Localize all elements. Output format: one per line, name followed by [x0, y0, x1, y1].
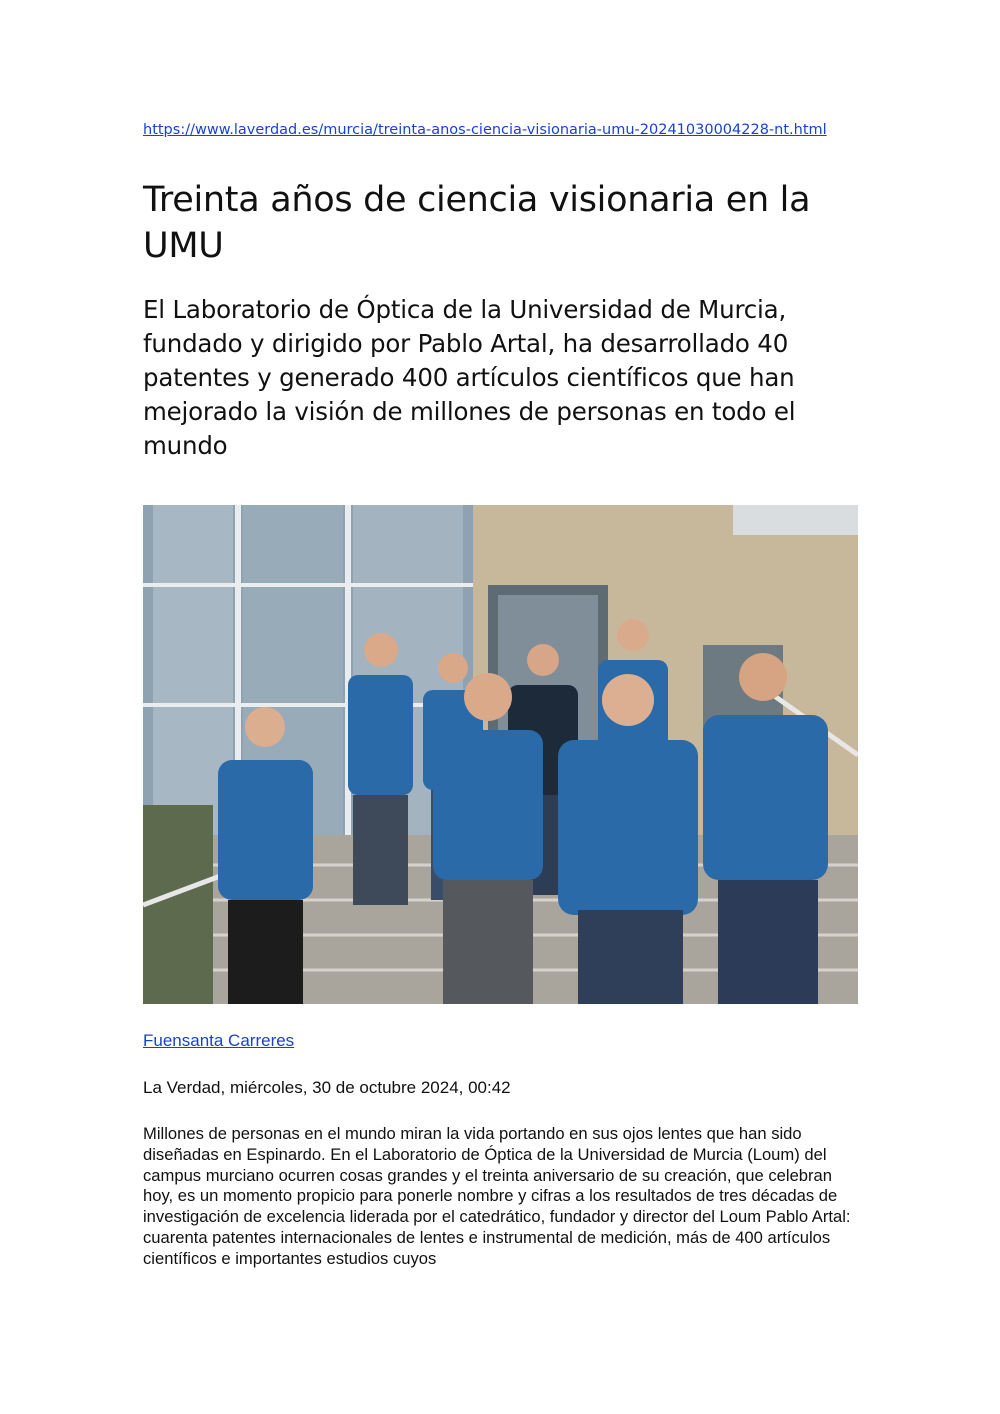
source-url-link[interactable]: https://www.laverdad.es/murcia/treinta-anos-ciencia-visionaria-umu-20241030004228-nt.html — [143, 122, 827, 138]
article-subtitle: El Laboratorio de Óptica de la Universidad de Murcia, fundado y dirigido por Pablo Artal, ha desarrollado 40 patentes y generado 400 artículos científicos que han mejorado la visión de millones de personas en todo el mundo — [143, 295, 796, 460]
article-photo — [143, 505, 858, 1004]
article-page — [143, 118, 858, 1268]
article-body-paragraph: Millones de personas en el mundo miran la vida portando en sus ojos lentes que han sido diseñadas en Espinardo. En el Laboratorio de Óptica de la Universidad de Murcia (Loum) del campus murciano ocurren cosas grandes y el treinta aniversario de su creación, que celebran hoy, es un momento propicio para ponerle nombre y cifras a los resultados de tres décadas de investigación de excelencia liderada por el catedrático, fundador y director del Loum Pablo Artal: cuarenta patentes internacionales de lentes e instrumental de medición, más de 400 artículos científicos e importantes estudios cuyos — [143, 1124, 851, 1268]
article-title: Treinta años de ciencia visionaria en la UMU — [143, 180, 811, 266]
author-link[interactable]: Fuensanta Carreres — [143, 1031, 295, 1050]
article-dateline: La Verdad, miércoles, 30 de octubre 2024, 00:42 — [143, 1078, 511, 1097]
